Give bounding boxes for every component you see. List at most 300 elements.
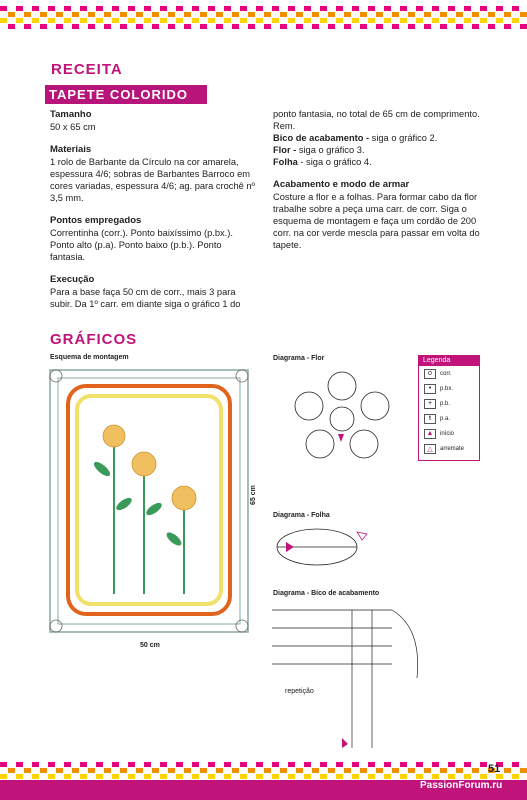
strip-tile	[520, 762, 527, 767]
strip-tile	[344, 762, 351, 767]
strip-tile	[432, 6, 439, 11]
strip-tile	[344, 774, 351, 779]
strip-tile	[448, 18, 455, 23]
strip-tile	[232, 774, 239, 779]
strip-tile	[48, 24, 55, 29]
strip-tile	[112, 774, 119, 779]
flower-diagram-label: Diagrama - Flor	[273, 355, 325, 362]
strip-tile	[32, 6, 39, 11]
strip-tile	[464, 774, 471, 779]
strip-tile	[472, 18, 479, 23]
strip-tile	[448, 6, 455, 11]
strip-tile	[136, 12, 143, 17]
section-heading-graphics: GRÁFICOS	[50, 331, 138, 348]
inner-cord	[58, 378, 240, 624]
strip-tile	[224, 12, 231, 17]
strip-tile	[464, 24, 471, 29]
strip-tile	[176, 762, 183, 767]
strip-tile	[256, 12, 263, 17]
strip-tile	[80, 24, 87, 29]
strip-tile	[56, 12, 63, 17]
strip-tile	[456, 6, 463, 11]
strip-tile	[448, 774, 455, 779]
strip-tile	[288, 6, 295, 11]
strip-tile	[384, 768, 391, 773]
strip-tile	[112, 24, 119, 29]
legend-symbol: ŧ	[424, 414, 436, 424]
strip-tile	[144, 18, 151, 23]
strip-tile	[56, 24, 63, 29]
strip-tile	[496, 12, 503, 17]
strip-tile	[32, 18, 39, 23]
strip-tile	[320, 762, 327, 767]
legend-title: Legenda	[419, 356, 479, 366]
section-heading: Execução	[50, 274, 95, 285]
strip-tile	[48, 768, 55, 773]
strip-tile	[424, 768, 431, 773]
page-number: 51	[488, 763, 501, 775]
section-finish	[273, 178, 481, 251]
strip-tile	[376, 774, 383, 779]
strip-tile	[464, 12, 471, 17]
strip-tile	[248, 18, 255, 23]
strip-tile	[72, 24, 79, 29]
section-body: 1 rolo de Barbante da Círculo na cor amarela, espessura 4/6; sobras de Barbantes Barroco em cores variadas, espessura 4/6; ag. para crochê nº 3,5 mm.	[50, 157, 255, 203]
strip-tile	[328, 762, 335, 767]
strip-tile	[368, 12, 375, 17]
strip-tile	[376, 762, 383, 767]
strip-tile	[80, 762, 87, 767]
strip-tile	[400, 774, 407, 779]
strip-tile	[416, 774, 423, 779]
legend-item	[419, 366, 479, 381]
strip-tile	[0, 768, 7, 773]
strip-tile	[504, 762, 511, 767]
strip-tile	[176, 768, 183, 773]
edge-diagram-label: Diagrama - Bico de acabamento	[273, 590, 380, 597]
strip-tile	[496, 18, 503, 23]
strip-tile	[288, 774, 295, 779]
strip-tile	[40, 12, 47, 17]
strip-tile	[128, 18, 135, 23]
strip-tile	[424, 24, 431, 29]
strip-tile	[96, 768, 103, 773]
strip-tile	[16, 18, 23, 23]
strip-tile	[448, 762, 455, 767]
strip-tile	[40, 774, 47, 779]
strip-tile	[400, 12, 407, 17]
strip-tile	[376, 768, 383, 773]
strip-tile	[248, 24, 255, 29]
strip-tile	[8, 6, 15, 11]
flowers	[103, 425, 196, 510]
section-heading: Tamanho	[50, 109, 92, 120]
strip-tile	[240, 768, 247, 773]
strip-tile	[280, 762, 287, 767]
strip-tile	[0, 762, 7, 767]
strip-tile	[256, 774, 263, 779]
strip-tile	[8, 774, 15, 779]
strip-tile	[88, 24, 95, 29]
strip-tile	[208, 762, 215, 767]
strip-tile	[104, 774, 111, 779]
strip-tile	[376, 18, 383, 23]
strip-tile	[304, 774, 311, 779]
strip-tile	[504, 774, 511, 779]
strip-tile	[144, 774, 151, 779]
strip-tile	[456, 24, 463, 29]
strip-tile	[56, 18, 63, 23]
strip-tile	[248, 762, 255, 767]
strip-tile	[208, 774, 215, 779]
strip-tile	[136, 24, 143, 29]
strip-tile	[0, 18, 7, 23]
item-label: Flor -	[273, 145, 297, 155]
strip-tile	[144, 762, 151, 767]
strip-tile	[512, 18, 519, 23]
strip-tile	[384, 774, 391, 779]
strip-tile	[504, 768, 511, 773]
strip-tile	[456, 768, 463, 773]
strip-tile	[408, 774, 415, 779]
strip-tile	[392, 24, 399, 29]
strip-tile	[368, 762, 375, 767]
strip-tile	[504, 12, 511, 17]
strip-tile	[8, 12, 15, 17]
strip-tile	[280, 12, 287, 17]
strip-tile	[448, 768, 455, 773]
strip-tile	[520, 12, 527, 17]
strip-tile	[184, 774, 191, 779]
strip-tile	[328, 12, 335, 17]
strip-tile	[200, 774, 207, 779]
strip-tile	[120, 762, 127, 767]
strip-tile	[248, 6, 255, 11]
strip-tile	[136, 768, 143, 773]
strip-tile	[32, 762, 39, 767]
strip-tile	[144, 6, 151, 11]
strip-tile	[144, 12, 151, 17]
strip-tile	[512, 762, 519, 767]
strip-tile	[360, 12, 367, 17]
strip-tile	[184, 18, 191, 23]
strip-tile	[192, 24, 199, 29]
strip-tile	[104, 24, 111, 29]
strip-tile	[416, 12, 423, 17]
strip-tile	[16, 24, 23, 29]
strip-tile	[64, 18, 71, 23]
item-text: - siga o gráfico 4.	[297, 157, 372, 167]
strip-tile	[264, 762, 271, 767]
strip-tile	[0, 12, 7, 17]
strip-tile	[304, 18, 311, 23]
strip-tile	[384, 762, 391, 767]
strip-tile	[400, 24, 407, 29]
strip-tile	[512, 774, 519, 779]
strip-tile	[480, 762, 487, 767]
repeat-label: repetição	[285, 688, 314, 695]
strip-tile	[192, 6, 199, 11]
strip-tile	[168, 774, 175, 779]
strip-tile	[288, 18, 295, 23]
strip-tile	[360, 768, 367, 773]
strip-tile	[288, 12, 295, 17]
strip-tile	[288, 762, 295, 767]
strip-tile	[208, 24, 215, 29]
strip-tile	[424, 774, 431, 779]
strip-tile	[352, 774, 359, 779]
strip-tile	[256, 24, 263, 29]
strip-tile	[464, 768, 471, 773]
section-body: Correntinha (corr.). Ponto baixíssimo (p.bx.). Ponto alto (p.a). Ponto baixo (p.b.). Ponto fantasia.	[50, 228, 233, 262]
strip-tile	[160, 6, 167, 11]
strip-tile	[248, 774, 255, 779]
strip-tile	[280, 768, 287, 773]
strip-tile	[104, 768, 111, 773]
strip-tile	[488, 6, 495, 11]
strip-tile	[360, 24, 367, 29]
scheme-label: Esquema de montagem	[50, 354, 129, 361]
strip-tile	[160, 762, 167, 767]
strip-tile	[104, 6, 111, 11]
strip-tile	[120, 24, 127, 29]
strip-tile	[232, 12, 239, 17]
strip-tile	[152, 24, 159, 29]
strip-tile	[224, 762, 231, 767]
strip-tile	[152, 6, 159, 11]
strip-tile	[480, 12, 487, 17]
strip-tile	[272, 12, 279, 17]
strip-tile	[424, 762, 431, 767]
strip-tile	[176, 12, 183, 17]
strip-tile	[128, 768, 135, 773]
strip-tile	[8, 18, 15, 23]
strip-tile	[448, 12, 455, 17]
strip-tile	[472, 6, 479, 11]
right-column	[273, 108, 481, 261]
strip-tile	[288, 24, 295, 29]
legend-symbol: •	[424, 384, 436, 394]
strip-tile	[16, 768, 23, 773]
leaf-diagram-label: Diagrama - Folha	[273, 512, 330, 519]
legend-text: p.b.	[440, 400, 451, 407]
strip-tile	[112, 768, 119, 773]
strip-tile	[64, 12, 71, 17]
item-leaf	[273, 156, 481, 168]
strip-tile	[344, 24, 351, 29]
strip-tile	[520, 24, 527, 29]
strip-tile	[48, 774, 55, 779]
strip-tile	[296, 12, 303, 17]
strip-tile	[456, 774, 463, 779]
strip-tile	[296, 24, 303, 29]
legend-symbol: ▲	[424, 429, 436, 439]
strip-tile	[48, 762, 55, 767]
item-edge	[273, 132, 481, 144]
strip-tile	[32, 24, 39, 29]
strip-tile	[376, 24, 383, 29]
strip-tile	[376, 6, 383, 11]
strip-tile	[216, 12, 223, 17]
strip-tile	[64, 768, 71, 773]
strip-tile	[424, 6, 431, 11]
strip-tile	[448, 24, 455, 29]
strip-tile	[352, 18, 359, 23]
strip-tile	[312, 774, 319, 779]
strip-tile	[224, 768, 231, 773]
strip-tile	[392, 768, 399, 773]
strip-tile	[480, 774, 487, 779]
outer-cord	[50, 370, 248, 632]
strip-tile	[208, 6, 215, 11]
strip-tile	[392, 12, 399, 17]
strip-tile	[32, 768, 39, 773]
strip-tile	[344, 768, 351, 773]
strip-tile	[392, 6, 399, 11]
strip-tile	[96, 6, 103, 11]
strip-tile	[176, 18, 183, 23]
strip-tile	[72, 18, 79, 23]
strip-tile	[312, 6, 319, 11]
strip-tile	[168, 6, 175, 11]
strip-tile	[352, 768, 359, 773]
strip-tile	[80, 6, 87, 11]
strip-tile	[224, 6, 231, 11]
strip-tile	[360, 762, 367, 767]
strip-tile	[120, 768, 127, 773]
strip-tile	[280, 24, 287, 29]
strip-tile	[56, 762, 63, 767]
strip-tile	[432, 24, 439, 29]
section-heading: Pontos empregados	[50, 215, 142, 226]
section-heading: Materiais	[50, 144, 92, 155]
strip-tile	[160, 24, 167, 29]
legend-symbol: +	[424, 399, 436, 409]
strip-tile	[168, 18, 175, 23]
strip-tile	[480, 768, 487, 773]
strip-tile	[152, 12, 159, 17]
strip-tile	[192, 768, 199, 773]
strip-tile	[352, 12, 359, 17]
strip-tile	[440, 6, 447, 11]
legend-text: corr.	[440, 370, 452, 377]
strip-tile	[336, 24, 343, 29]
strip-tile	[152, 18, 159, 23]
strip-tile	[80, 12, 87, 17]
strip-tile	[264, 6, 271, 11]
strip-tile	[384, 6, 391, 11]
strip-tile	[408, 6, 415, 11]
strip-tile	[360, 18, 367, 23]
strip-tile	[416, 6, 423, 11]
strip-tile	[408, 24, 415, 29]
strip-tile	[240, 12, 247, 17]
strip-tile	[208, 18, 215, 23]
strip-tile	[256, 6, 263, 11]
strip-tile	[40, 18, 47, 23]
strip-tile	[272, 768, 279, 773]
strip-tile	[416, 768, 423, 773]
strip-tile	[216, 18, 223, 23]
strip-tile	[8, 768, 15, 773]
strip-tile	[104, 762, 111, 767]
strip-tile	[24, 24, 31, 29]
strip-tile	[368, 24, 375, 29]
strip-tile	[296, 768, 303, 773]
section-body: Costure a flor e a folhas. Para formar cabo da flor trabalhe sobre a peça uma carr. de corr. Siga o esquema de montagem e faça um cordão de 200 corr. na cor verde mescla para passar em volta do tapete.	[273, 192, 480, 250]
strip-tile	[112, 6, 119, 11]
strip-tile	[152, 768, 159, 773]
strip-tile	[392, 18, 399, 23]
width-dimension-label: 50 cm	[140, 642, 160, 649]
strip-tile	[456, 762, 463, 767]
strip-tile	[512, 6, 519, 11]
strip-tile	[232, 24, 239, 29]
strip-tile	[264, 774, 271, 779]
strip-tile	[424, 18, 431, 23]
legend-item	[419, 426, 479, 441]
strip-tile	[392, 762, 399, 767]
strip-tile	[88, 18, 95, 23]
legend	[418, 355, 480, 461]
strip-tile	[328, 774, 335, 779]
strip-tile	[24, 12, 31, 17]
legend-item	[419, 411, 479, 426]
strip-tile	[336, 18, 343, 23]
strip-tile	[520, 6, 527, 11]
strip-tile	[232, 762, 239, 767]
strip-tile	[104, 12, 111, 17]
strip-tile	[408, 768, 415, 773]
strip-tile	[512, 24, 519, 29]
strip-tile	[304, 768, 311, 773]
strip-tile	[56, 6, 63, 11]
legend-text: p.bx.	[440, 385, 454, 392]
strip-tile	[400, 6, 407, 11]
strip-tile	[160, 774, 167, 779]
strip-tile	[352, 762, 359, 767]
orange-border	[68, 386, 230, 614]
strip-tile	[120, 774, 127, 779]
strip-tile	[272, 6, 279, 11]
strip-tile	[488, 18, 495, 23]
strip-tile	[128, 24, 135, 29]
strip-tile	[216, 774, 223, 779]
strip-tile	[344, 6, 351, 11]
strip-tile	[336, 762, 343, 767]
strip-tile	[440, 774, 447, 779]
strip-tile	[88, 762, 95, 767]
strip-tile	[24, 768, 31, 773]
strip-tile	[96, 12, 103, 17]
strip-tile	[408, 12, 415, 17]
strip-tile	[184, 24, 191, 29]
strip-tile	[48, 18, 55, 23]
edge-diagram	[272, 598, 427, 758]
strip-tile	[224, 18, 231, 23]
strip-tile	[168, 24, 175, 29]
leaf-diagram	[272, 522, 372, 572]
strip-tile	[320, 774, 327, 779]
strip-tile	[72, 774, 79, 779]
strip-tile	[168, 762, 175, 767]
strip-tile	[184, 762, 191, 767]
strip-tile	[280, 18, 287, 23]
strip-tile	[440, 768, 447, 773]
item-label: Bico de acabamento -	[273, 133, 370, 143]
strip-tile	[192, 762, 199, 767]
strip-tile	[496, 6, 503, 11]
